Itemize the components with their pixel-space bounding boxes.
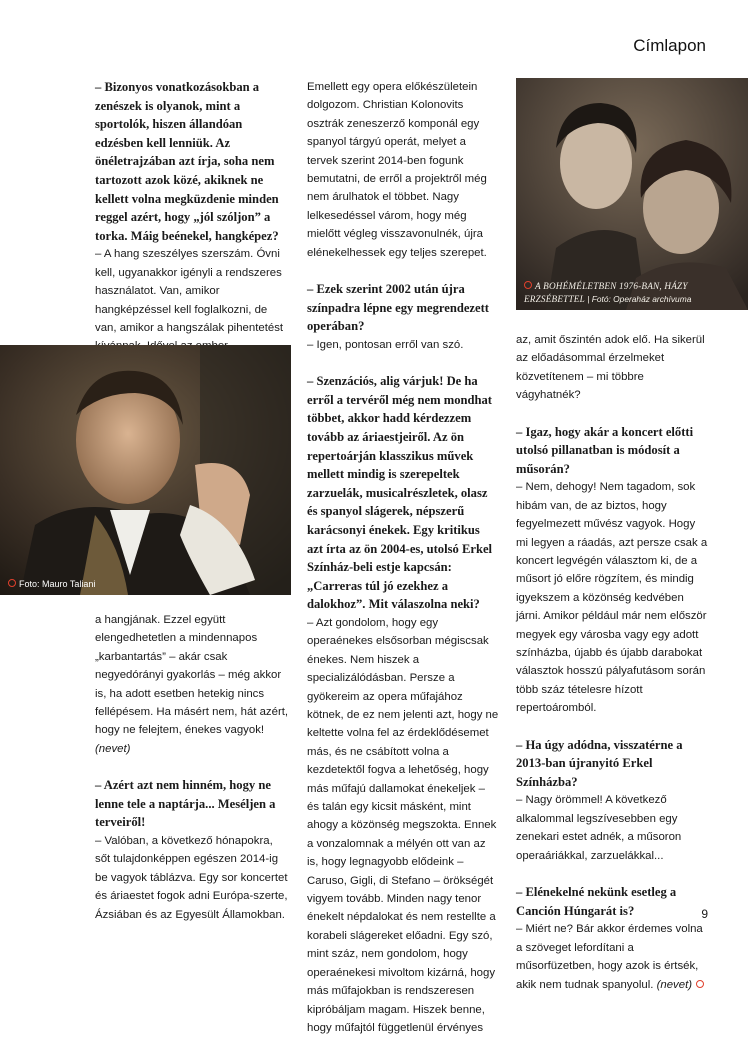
interview-question: [307, 280, 499, 336]
boheme-scene-image: [516, 78, 748, 310]
paragraph-gap: [307, 354, 499, 372]
interview-answer: [516, 920, 710, 994]
paragraph-gap: [516, 405, 710, 423]
interview-answer: [516, 791, 710, 865]
paragraph-text: a hangjának. Ezzel együtt elengedhetetlen a mindennapos „karbantartás” – akár csak negyedórányi gyakorlás – még akkor is, ha adott esetben hetekig nincs fellépésem. Ha másért nem, hát azért, hogy ne felejtem, énekes vagyok!: [95, 614, 289, 737]
paragraph-text: – Azért azt nem hinném, hogy ne lenne tele a naptárja... Meséljen a terveiről!: [95, 778, 276, 830]
interview-question: [307, 372, 499, 614]
paragraph-text: – Szenzációs, alig várjuk! De ha erről a tervéről még nem mondhat többet, akkor hadd kérdezzem tovább az áriaestjeiről. Az ön repertoárján klasszikus művek mellett mindig is szerepeltek zarzuelák, musicalrészletek, olasz és spanyol slágerek, népszerű karácsonyi énekek. Egy kritikus azt írta az ön 2004-es, utolsó Erkel Színház-beli estje kapcsán: „Carreras túl jó ezekhez a dalokhoz”. Mit válaszolna neki?: [307, 374, 493, 612]
interview-answer: [95, 611, 289, 758]
paragraph-text: – Nagy örömmel! A következő alkalommal legszívesebben egy zenekari estet adnék, a műsoron operaáriákkal, zarzuelákkal...: [516, 794, 682, 862]
red-circle-icon: [8, 579, 16, 587]
aside-text: (nevet): [95, 742, 131, 755]
interview-question: [516, 736, 710, 792]
paragraph-text: – Igaz, hogy akár a koncert előtti utolsó pillanatban is módosít a műsorán?: [516, 424, 694, 476]
column-2: [307, 78, 499, 1037]
singer-portrait-image: [0, 345, 291, 595]
interview-question: [95, 78, 289, 245]
paragraph-text: – Azt gondolom, hogy egy operaénekes elsősorban mégiscsak énekes. Nem hiszek a specializálódásban. Persze a gyökereim az opera műfajához kötnek, de ez nem jelenti azt, hogy ne keltette volna fel az érdeklődésemet más, és ne csábított volna a kezdetektől fogva a lehetőség, hogy más műfajú dallamokat énekeljek – és talán egy kicsit másként, mint ahogy a közönség megszokta. Ennek a vonzalomnak a mélyén ott van az is, hogy legnagyobb elődeink – Caruso, Gigli, di Stefano – örökségét vigyem tovább. Minden nagy tenor énekelt népdalokat és nem restellte a korabeli slágereket előadni. Egy szó, mint száz, nem gondolom, hogy operaénekesi mivoltom kizárná, hogy más műfajokban is rendszeresen kipróbáljam magam. Hiszek benne, hogy műfajtól függetlenül érvényes: [307, 616, 499, 1034]
interview-answer: [95, 832, 289, 924]
photo-la-boheme: [516, 78, 748, 310]
paragraph-gap: [95, 758, 289, 776]
interview-answer: [307, 78, 499, 262]
paragraph-text: az, amit őszintén adok elő. Ha sikerül az előadásommal érzelmeket közvetítenem – mi többre vágyhatnék?: [516, 334, 705, 402]
paragraph-text: – Valóban, a következő hónapokra, sőt tulajdonképpen egészen 2014-ig be vagyok táblázva. Egy sor koncertet és áriaestet fogok adni Európa-szerte, Ázsiában és az Egyesült Államokban.: [95, 835, 288, 921]
interview-question: [95, 776, 289, 832]
page-number: 9: [701, 907, 708, 921]
paragraph-text: – Miért ne? Bár akkor érdemes volna a szöveget lefordítani a műsorfüzetben, hogy azok is értsék, akik nem tudnak spanyolul.: [516, 923, 703, 991]
interview-answer: [307, 336, 499, 354]
photo-singer-portrait: [0, 345, 291, 595]
paragraph-gap: [516, 718, 710, 736]
aside-text: (nevet): [653, 978, 693, 991]
paragraph-text: – Bizonyos vonatkozásokban a zenészek is olyanok, mint a sportolók, hiszen állandóan edzésben kell lenniük. Az önéletrajzában azt írja, soha nem tartozott azok közé, akiknek ne kellett volna megküzdenie minden reggel azért, hogy „jól szóljon” a torka. Máig beénekel, hangképez?: [95, 80, 279, 243]
section-title: Címlapon: [633, 36, 706, 55]
column-1-top: [95, 78, 289, 374]
photo-credit-text: Foto: Mauro Taliani: [19, 579, 96, 589]
interview-answer: [516, 478, 710, 717]
paragraph-gap: [307, 262, 499, 280]
paragraph-text: – Ha úgy adódna, visszatérne a 2013-ban újranyitó Erkel Színházba?: [516, 737, 683, 789]
paragraph-text: – A hang szeszélyes szerszám. Óvni kell, ugyanakkor igényli a rendszeres használatot. Van, amikor hangképzéssel kell foglalkozni, de van, amikor a hangszálak pihentetést: [95, 248, 284, 334]
paragraph-gap: [516, 865, 710, 883]
paragraph-text: – Nem, dehogy! Nem tagadom, sok hibám van, de az biztos, hogy fegyelmezett művész vagyok. Hogy mi legyen a ráadás, azt persze csak a koncert legvégén választom ki, de a műsort jó előre rögzítem, és mindig igyekszem a közönség kedvében járni. Amikor például már nem először megyek egy városba vagy egy adott színházba, újabb és újabb darabokat választok hosszú pályafutásom során több száz tételesre hízott repertoáromból.: [516, 481, 708, 715]
interview-answer: [516, 331, 710, 405]
interview-answer: [307, 614, 499, 1037]
photo-credit-left: [8, 579, 95, 589]
end-mark-icon: [696, 980, 704, 988]
caption-credit-text: | Fotó: Operaház archívuma: [584, 293, 692, 304]
column-1-bottom: [95, 611, 289, 924]
photo-caption-right: [524, 280, 742, 305]
paragraph-text: – Ezek szerint 2002 után újra színpadra lépne egy megrendezett operában?: [307, 282, 489, 334]
interview-question: [516, 883, 710, 920]
interview-question: [516, 423, 710, 479]
caption-main-text: A BOHÉMÉLETBEN 1976-BAN, HÁZY ERZSÉBETTEL: [524, 281, 688, 304]
paragraph-text: Emellett egy opera előkészületein dolgozom. Christian Kolonovits osztrák zeneszerző komponál egy spanyol tárgyú operát, melyet a tervek szerint 2014-ben fogunk bemutatni, de erről a projektről még nem árulhatok el többet. Nagy lelkesedéssel várom, hogy még mielőtt végleg visszavonulnék, újra elénekelhessek egy teljes szerepet.: [307, 81, 487, 259]
column-3: [516, 331, 710, 994]
paragraph-text: – Igen, pontosan erről van szó.: [307, 338, 464, 351]
paragraph-text: – Elénekelné nekünk esetleg a Canción Húngarát is?: [516, 885, 677, 918]
red-circle-icon: [524, 281, 532, 289]
